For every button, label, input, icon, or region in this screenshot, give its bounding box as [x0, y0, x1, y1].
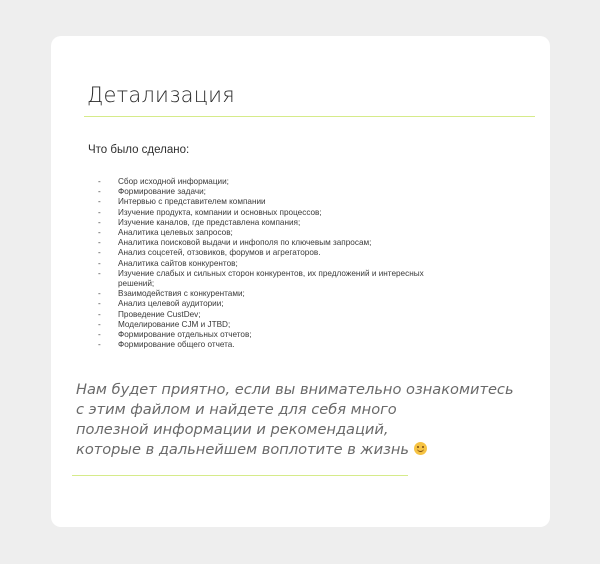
dash-bullet: - [98, 187, 101, 197]
document-card [51, 36, 550, 527]
dash-bullet: - [98, 258, 101, 268]
list-item-text: Формирование общего отчета. [118, 340, 235, 350]
task-list [98, 177, 428, 350]
list-item-text: Изучение продукта, компании и основных процессов; [118, 207, 322, 217]
list-item [98, 320, 428, 330]
list-item [98, 259, 428, 269]
list-item [98, 299, 428, 309]
list-item-text: Интервью с представителем компании [118, 197, 266, 207]
list-item-text: Формирование задачи; [118, 187, 206, 197]
dash-bullet: - [98, 197, 101, 207]
list-item [98, 330, 428, 340]
list-item-text: Сбор исходной информации; [118, 177, 229, 186]
list-item [98, 340, 428, 350]
dash-bullet: - [98, 309, 101, 319]
list-item-text: Взаимодействия с конкурентами; [118, 289, 245, 299]
list-item-text: Изучение каналов, где представлена компания; [118, 217, 301, 227]
smiling-face-emoji-icon [414, 442, 427, 455]
list-item-text: Анализ целевой аудитории; [118, 299, 224, 309]
list-item-text: Изучение слабых и сильных сторон конкурентов, их предложений и интересных решений; [118, 268, 424, 289]
list-item [98, 248, 428, 258]
list-item [98, 197, 428, 207]
dash-bullet: - [98, 289, 101, 299]
note-line: Нам будет приятно, если вы внимательно ознакомитесь [76, 381, 514, 398]
list-item-text: Аналитика поисковой выдачи и инфополя по ключевым запросам; [118, 238, 372, 248]
list-item-text: Проведение CustDev; [118, 309, 201, 319]
note-line: с этим файлом и найдете для себя много [76, 401, 397, 418]
list-item-text: Аналитика целевых запросов; [118, 228, 233, 238]
list-item [98, 208, 428, 218]
dash-bullet: - [98, 217, 101, 227]
done-subtitle: Что было сделано: [88, 144, 190, 156]
list-item [98, 310, 428, 320]
note-divider [72, 475, 408, 476]
closing-note [76, 380, 546, 460]
dash-bullet: - [98, 319, 101, 329]
dash-bullet: - [98, 340, 101, 350]
list-item [98, 177, 428, 187]
list-item [98, 228, 428, 238]
note-line-last [76, 440, 546, 460]
list-item-text: Формирование отдельных отчетов; [118, 330, 252, 340]
dash-bullet: - [98, 207, 101, 217]
dash-bullet: - [98, 177, 101, 186]
dash-bullet: - [98, 228, 101, 238]
list-item-text: Анализ соцсетей, отзовиков, форумов и агрегаторов. [118, 248, 321, 258]
dash-bullet: - [98, 268, 101, 278]
note-line-text: которые в дальнейшем воплотите в жизнь [76, 441, 409, 458]
dash-bullet: - [98, 248, 101, 258]
list-item [98, 238, 428, 248]
dash-bullet: - [98, 299, 101, 309]
page-title: Детализация [87, 83, 235, 107]
dash-bullet: - [98, 238, 101, 248]
list-item [98, 187, 428, 197]
list-item [98, 218, 428, 228]
list-item-text: Моделирование CJM и JTBD; [118, 319, 231, 329]
list-item-text: Аналитика сайтов конкурентов; [118, 258, 238, 268]
note-line: полезной информации и рекомендаций, [76, 421, 389, 438]
list-item [98, 289, 428, 299]
dash-bullet: - [98, 330, 101, 340]
title-divider [84, 116, 535, 117]
list-item [98, 269, 428, 289]
